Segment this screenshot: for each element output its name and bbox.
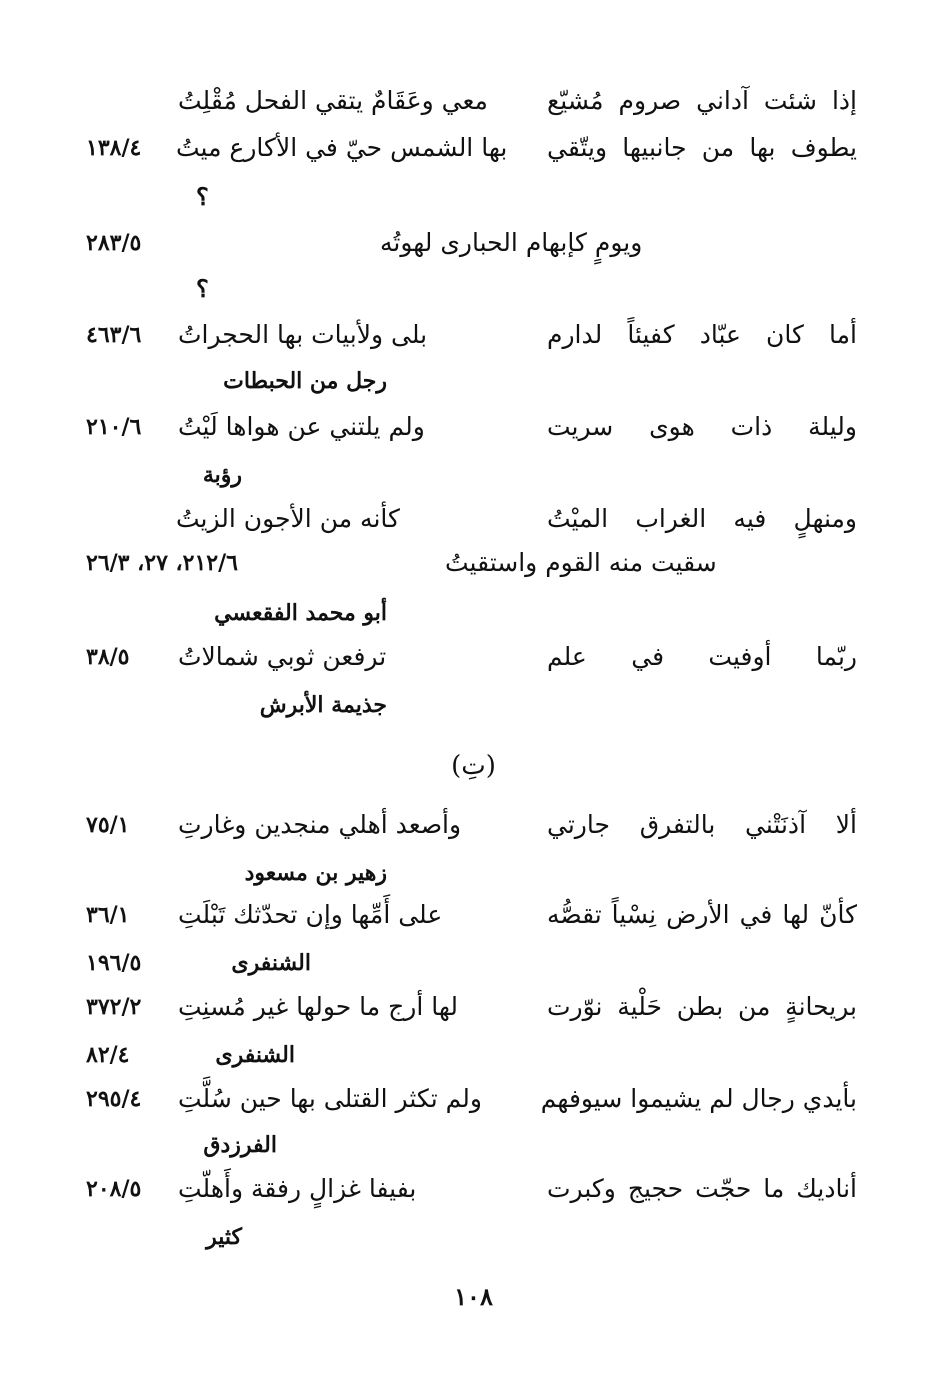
verse-line: ويومٍ كإبهام الحبارى لهوتُه (380, 228, 643, 257)
verse-hemistich-second: ولم يلتني عن هواها لَيْتُ (178, 412, 425, 441)
poet-name: الشنفرى (215, 1042, 295, 1068)
poet-name: الشنفرى (231, 950, 311, 976)
reference-number: ٢٩٥/٤ (86, 1086, 142, 1112)
verse-hemistich-second: ولم تكثر القتلى بها حين سُلَّتِ (178, 1084, 482, 1113)
section-heading: (تِ) (451, 751, 496, 781)
verse-hemistich-first: بريحانةٍ من بطن حَلْية نوّرت (547, 992, 857, 1021)
verse-hemistich-first: إذا شئت آداني صروم مُشيّع (547, 86, 857, 115)
verse-line: سقيت منه القوم واستقيتُ (445, 548, 717, 577)
verse-hemistich-first: كأنّ لها في الأرض نِسْياً تقصُّه (547, 900, 857, 929)
verse-hemistich-second: بها الشمس حيّ في الأكارع ميتُ (176, 133, 508, 162)
verse-hemistich-second: لها أرج ما حولها غير مُسنِتِ (178, 992, 458, 1021)
verse-hemistich-second: على أَمِّها وإن تحدّثك تَبْلَتِ (178, 900, 443, 929)
verse-hemistich-second: معي وعَقَامٌ يتقي الفحل مُقْلِتُ (178, 86, 488, 115)
verse-hemistich-second: وأصعد أهلي منجدين وغارتِ (178, 810, 462, 839)
verse-hemistich-first: ومنهلٍ فيه الغراب الميْتُ (547, 504, 857, 533)
reference-number: ٨٢/٤ (86, 1042, 130, 1068)
reference-number: ١٣٨/٤ (86, 135, 142, 161)
verse-hemistich-first: بأيدي رجال لم يشيموا سيوفهم (540, 1084, 857, 1113)
reference-number: ٣٨/٥ (86, 644, 130, 670)
reference-number: ٣٦/١ (86, 902, 130, 928)
verse-hemistich-first: ألا آذنَتْني بالتفرق جارتي (547, 810, 857, 839)
reference-number: ٤٦٣/٦ (86, 322, 142, 348)
verse-hemistich-first: يطوف بها من جانبيها ويتّقي (547, 133, 857, 162)
verse-hemistich-first: ربّما أوفيت في علم (547, 642, 857, 671)
verse-hemistich-first: وليلة ذات هوى سريت (547, 412, 857, 441)
reference-number: ٢١٢/٦، ٢٧، ٢٦/٣ (86, 550, 238, 576)
poet-name: رجل من الحبطات (223, 368, 387, 394)
verse-hemistich-second: بلى ولأبيات بها الحجراتُ (178, 320, 428, 349)
reference-number: ٢٠٨/٥ (86, 1176, 142, 1202)
verse-hemistich-first: أناديك ما حجّت حجيج وكبرت (547, 1174, 857, 1203)
poet-name: أبو محمد الفقعسي (214, 600, 387, 626)
verse-hemistich-second: بفيفا غزالٍ رفقة وأَهلّتِ (178, 1174, 417, 1203)
reference-number: ٢١٠/٦ (86, 414, 142, 440)
question-mark: ؟ (196, 274, 209, 303)
verse-hemistich-second: كأنه من الأجون الزيتُ (176, 504, 400, 533)
reference-number: ٢٨٣/٥ (86, 230, 142, 256)
poet-name: رؤبة (202, 462, 242, 488)
verse-hemistich-second: ترفعن ثوبي شمالاتُ (178, 642, 387, 671)
poet-name: كثير (206, 1224, 242, 1250)
reference-number: ٣٧٢/٢ (86, 994, 142, 1020)
verse-hemistich-first: أما كان عبّاد كفيئاً لدارم (547, 320, 857, 349)
poet-name: جذيمة الأبرش (259, 692, 387, 718)
page-number: ١٠٨ (454, 1282, 493, 1311)
poet-name: زهير بن مسعود (244, 860, 387, 886)
reference-number: ٧٥/١ (86, 812, 130, 838)
reference-number: ١٩٦/٥ (86, 950, 142, 976)
poet-name: الفرزدق (203, 1132, 277, 1158)
question-mark: ؟ (196, 182, 209, 211)
